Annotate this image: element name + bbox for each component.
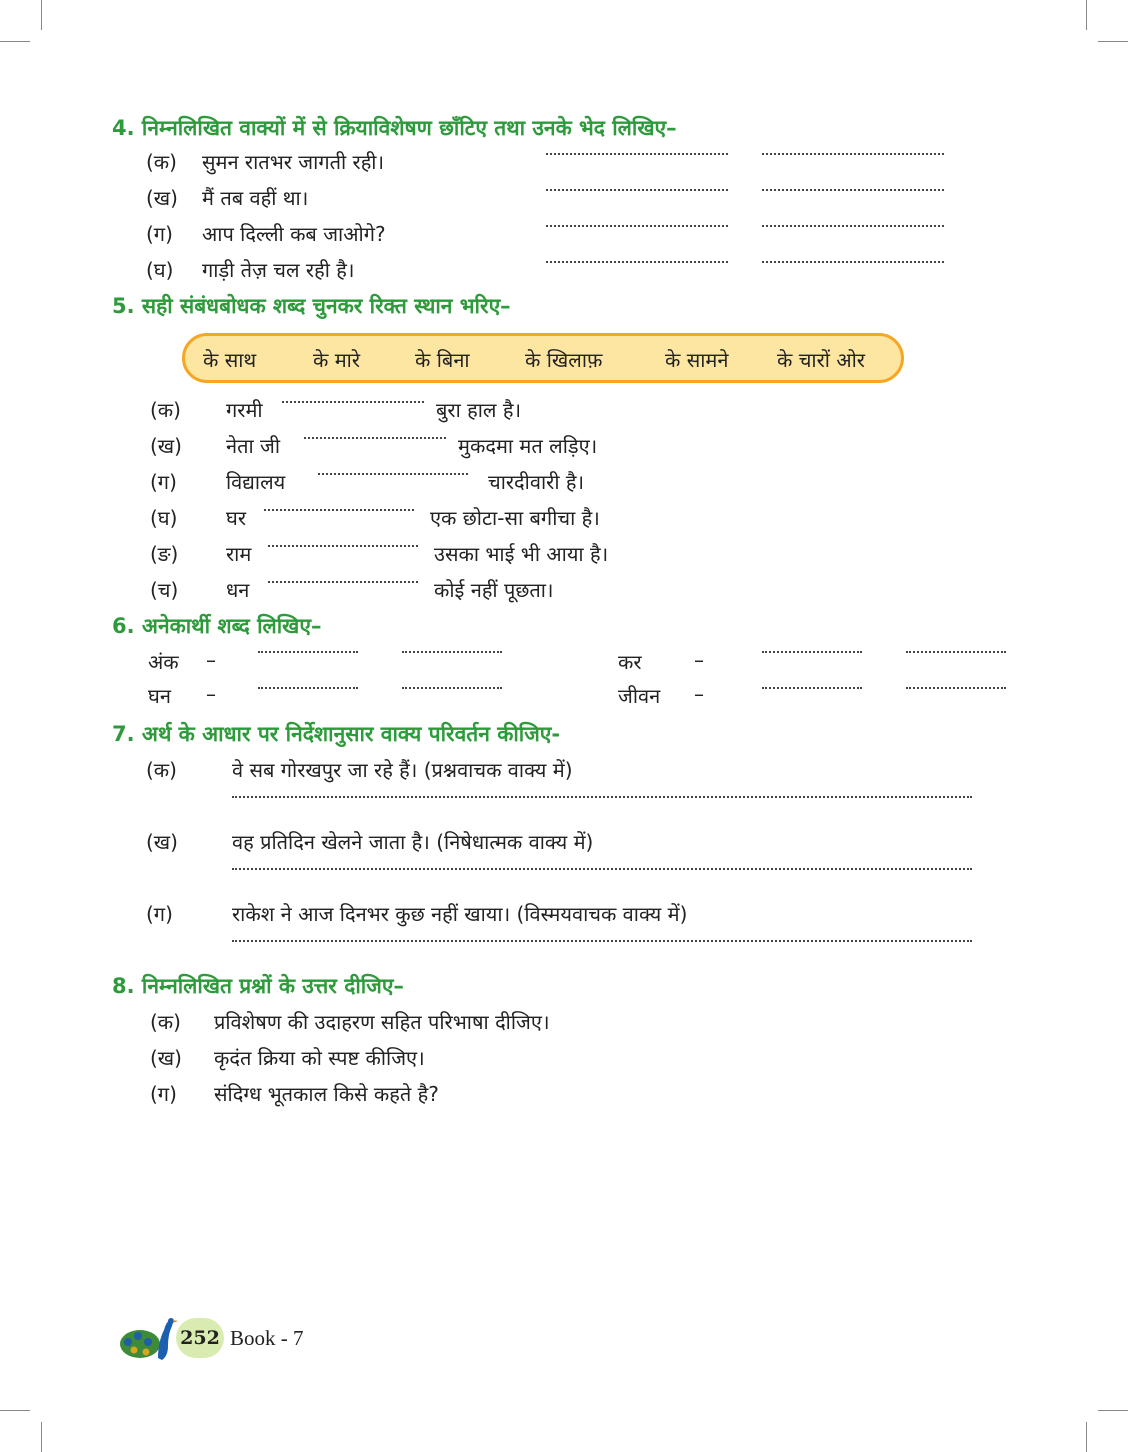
answer-blank[interactable] (762, 651, 862, 653)
q5-before: घर (226, 506, 246, 530)
crop-mark (41, 0, 42, 30)
q4-label: (ख) (146, 186, 178, 210)
dash: – (694, 648, 704, 672)
answer-blank[interactable] (762, 153, 944, 155)
crop-mark (0, 41, 30, 42)
answer-line[interactable] (232, 940, 972, 942)
q8-label: (ख) (150, 1046, 182, 1070)
dash: – (206, 682, 216, 706)
book-label: Book - 7 (230, 1326, 304, 1350)
q5-label: (च) (150, 578, 179, 602)
q5-after: चारदीवारी है। (488, 470, 585, 494)
q4-sentence: गाड़ी तेज़ चल रही है। (202, 258, 355, 282)
q5-after: उसका भाई भी आया है। (434, 542, 609, 566)
word-option: के साथ (203, 348, 257, 372)
q8-question: संदिग्ध भूतकाल किसे कहते है? (214, 1082, 439, 1106)
answer-line[interactable] (232, 796, 972, 798)
answer-blank[interactable] (258, 651, 358, 653)
q6-word: अंक (148, 650, 179, 674)
q5-title: 5. सही संबंधबोधक शब्द चुनकर रिक्त स्थान भरिए– (112, 294, 511, 318)
q5-after: एक छोटा-सा बगीचा है। (430, 506, 600, 530)
word-bank (182, 333, 904, 383)
answer-blank[interactable] (258, 687, 358, 689)
q6-word: कर (618, 650, 642, 674)
answer-blank[interactable] (546, 261, 728, 263)
crop-mark (1086, 1422, 1087, 1452)
q5-before: धन (226, 578, 250, 602)
page-number: 252 (176, 1318, 224, 1358)
word-option: के खिलाफ़ (525, 348, 603, 372)
answer-blank[interactable] (762, 261, 944, 263)
word-option: के सामने (665, 348, 729, 372)
q7-label: (ख) (146, 830, 178, 854)
fill-blank[interactable] (264, 509, 414, 511)
q5-before: नेता जी (226, 434, 281, 458)
q6-title: 6. अनेकार्थी शब्द लिखिए– (112, 614, 322, 638)
answer-blank[interactable] (906, 651, 1006, 653)
crop-mark (1086, 0, 1087, 30)
q7-sentence: राकेश ने आज दिनभर कुछ नहीं खाया। (विस्मयवाचक वाक्य में) (232, 902, 688, 926)
q6-word: घन (148, 684, 171, 708)
answer-blank[interactable] (402, 651, 502, 653)
q8-label: (क) (150, 1010, 181, 1034)
crop-mark (41, 1422, 42, 1452)
answer-blank[interactable] (402, 687, 502, 689)
fill-blank[interactable] (268, 581, 418, 583)
answer-blank[interactable] (762, 189, 944, 191)
answer-blank[interactable] (906, 687, 1006, 689)
answer-blank[interactable] (546, 225, 728, 227)
q7-label: (क) (146, 758, 177, 782)
q7-sentence: वे सब गोरखपुर जा रहे हैं। (प्रश्नवाचक वाक्य में) (232, 758, 573, 782)
q5-before: विद्यालय (226, 470, 286, 494)
fill-blank[interactable] (318, 473, 468, 475)
q4-title: 4. निम्नलिखित वाक्यों में से क्रियाविशेषण छाँटिए तथा उनके भेद लिखिए– (112, 116, 677, 140)
q5-after: मुकदमा मत लड़िए। (458, 434, 598, 458)
crop-mark (1098, 1410, 1128, 1411)
dash: – (206, 648, 216, 672)
answer-blank[interactable] (762, 225, 944, 227)
q5-after: कोई नहीं पूछता। (434, 578, 554, 602)
fill-blank[interactable] (268, 545, 418, 547)
q8-label: (ग) (150, 1082, 177, 1106)
q7-sentence: वह प्रतिदिन खेलने जाता है। (निषेधात्मक वाक्य में) (232, 830, 594, 854)
q5-label: (ङ) (150, 542, 179, 566)
q8-question: कृदंत क्रिया को स्पष्ट कीजिए। (214, 1046, 425, 1070)
q7-title: 7. अर्थ के आधार पर निर्देशानुसार वाक्य परिवर्तन कीजिए- (112, 722, 561, 746)
word-option: के चारों ओर (777, 348, 865, 372)
answer-blank[interactable] (762, 687, 862, 689)
q4-sentence: आप दिल्ली कब जाओगे? (202, 222, 386, 246)
q5-label: (घ) (150, 506, 178, 530)
crop-mark (1098, 41, 1128, 42)
q4-sentence: मैं तब वहीं था। (202, 186, 309, 210)
q5-label: (क) (150, 398, 181, 422)
q5-before: गरमी (226, 398, 263, 422)
fill-blank[interactable] (282, 401, 424, 403)
q4-label: (क) (146, 150, 177, 174)
answer-blank[interactable] (546, 189, 728, 191)
fill-blank[interactable] (304, 437, 446, 439)
q5-label: (ख) (150, 434, 182, 458)
q8-question: प्रविशेषण की उदाहरण सहित परिभाषा दीजिए। (214, 1010, 550, 1034)
q5-after: बुरा हाल है। (436, 398, 522, 422)
q4-label: (ग) (146, 222, 173, 246)
q8-title: 8. निम्नलिखित प्रश्नों के उत्तर दीजिए– (112, 974, 404, 998)
dash: – (694, 682, 704, 706)
q4-sentence: सुमन रातभर जागती रही। (202, 150, 385, 174)
answer-blank[interactable] (546, 153, 728, 155)
answer-line[interactable] (232, 868, 972, 870)
crop-mark (0, 1410, 30, 1411)
q6-word: जीवन (618, 684, 661, 708)
peacock-icon (118, 1312, 182, 1364)
q5-before: राम (226, 542, 252, 566)
word-option: के मारे (313, 348, 361, 372)
q7-label: (ग) (146, 902, 173, 926)
word-option: के बिना (415, 348, 470, 372)
q4-label: (घ) (146, 258, 174, 282)
q5-label: (ग) (150, 470, 177, 494)
